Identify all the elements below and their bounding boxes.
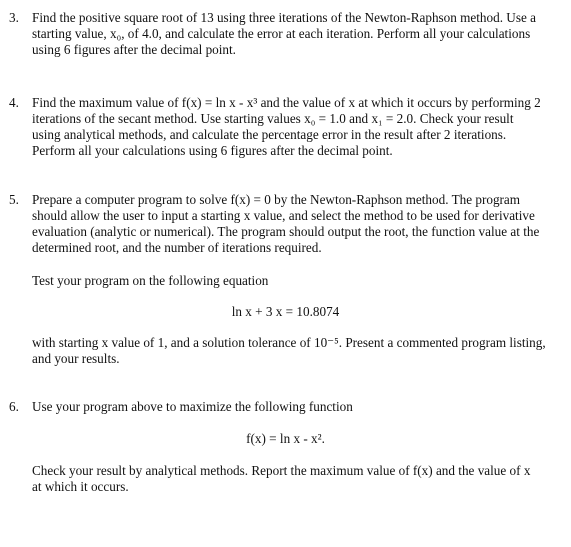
problem-line: using 6 figures after the decimal point. <box>32 42 236 57</box>
problem-text-continued <box>32 335 552 367</box>
equation: ln x + 3 x = 10.8074 <box>231 304 340 319</box>
problem-number: 3. <box>9 10 19 25</box>
problem-text <box>32 10 552 58</box>
problem-line: and your results. <box>32 351 120 366</box>
problem-line: Test your program on the following equation <box>32 273 269 288</box>
problem-line: Find the positive square root of 13 using three iterations of the Newton-Raphson method. Use a <box>32 10 536 25</box>
problem-line: evaluation (analytic or numerical). The program should output the root, the function value at the <box>32 224 540 239</box>
problem-number: 4. <box>9 95 19 110</box>
problem-text <box>32 399 552 415</box>
problem-line: iterations of the secant method. Use starting values x₀ = 1.0 and x₁ = 2.0. Check your result <box>32 111 514 126</box>
problem-number: 6. <box>9 399 19 414</box>
problem-line: at which it occurs. <box>32 479 129 494</box>
equation: f(x) = ln x - x². <box>246 431 325 446</box>
problem-number: 5. <box>9 192 19 207</box>
problem-line: should allow the user to input a starting x value, and select the method to be used for derivative <box>32 208 535 223</box>
problem-line: using analytical methods, and calculate the percentage error in the result after 2 iterations. <box>32 127 507 142</box>
problem-line: Use your program above to maximize the following function <box>32 399 353 414</box>
problem-text <box>32 95 552 159</box>
problem-line: determined root, and the number of iterations required. <box>32 240 322 255</box>
problem-line: starting value, x₀, of 4.0, and calculate the error at each iteration. Perform all your calculations <box>32 26 531 41</box>
problem-line: Check your result by analytical methods. Report the maximum value of f(x) and the value of x <box>32 463 531 478</box>
test-instruction <box>32 273 552 289</box>
problem-line: with starting x value of 1, and a solution tolerance of 10⁻⁵. Present a commented program listing, <box>32 335 546 350</box>
problem-line: Perform all your calculations using 6 figures after the decimal point. <box>32 143 393 158</box>
problem-text <box>32 192 552 256</box>
problem-line: Find the maximum value of f(x) = ln x - x³ and the value of x at which it occurs by performing 2 <box>32 95 541 110</box>
problem-line: Prepare a computer program to solve f(x) = 0 by the Newton-Raphson method. The program <box>32 192 521 207</box>
problem-text-continued <box>32 463 552 495</box>
